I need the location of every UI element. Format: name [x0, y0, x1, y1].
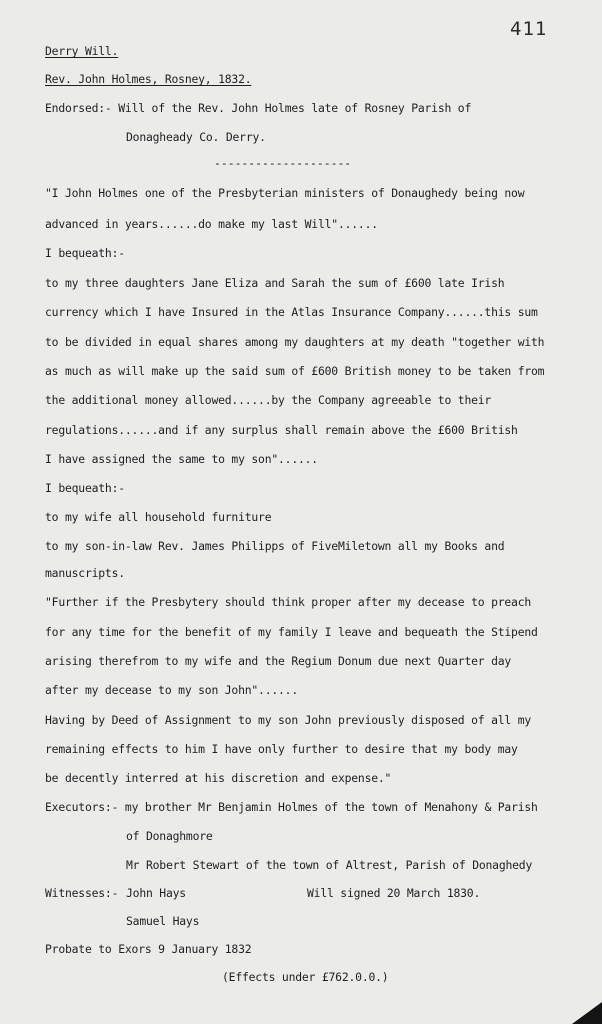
executors-label: Executors:-: [45, 800, 119, 814]
body-line: manuscripts.: [45, 566, 125, 580]
body-line: to my son-in-law Rev. James Philipps of FiveMiletown all my Books and: [45, 539, 505, 553]
executor-2: Mr Robert Stewart of the town of Altrest, Parish of Donaghedy: [126, 858, 533, 872]
body-line: after my decease to my son John"......: [45, 683, 298, 697]
body-line: currency which I have Insured in the Atlas Insurance Company......this sum: [45, 305, 538, 319]
body-line: "I John Holmes one of the Presbyterian ministers of Donaughedy being now: [45, 186, 525, 200]
witness-1: John Hays: [126, 886, 186, 900]
executor-1-continued: of Donaghmore: [126, 829, 213, 843]
probate-line: Probate to Exors 9 January 1832: [45, 942, 252, 956]
body-line: "Further if the Presbytery should think proper after my decease to preach: [45, 595, 532, 609]
page-number: 411: [510, 18, 548, 40]
endorsed-text-2: Donagheady Co. Derry.: [126, 130, 266, 144]
endorsed-line: [45, 101, 471, 115]
will-signed-date: Will signed 20 March 1830.: [307, 886, 481, 900]
body-line: to my wife all household furniture: [45, 510, 272, 524]
body-line: regulations......and if any surplus shall remain above the £600 British: [45, 423, 518, 437]
executors-line: [45, 800, 538, 814]
body-line: to my three daughters Jane Eliza and Sarah the sum of £600 late Irish: [45, 276, 505, 290]
body-line: be decently interred at his discretion and expense.": [45, 771, 392, 785]
endorsed-label: Endorsed:-: [45, 101, 112, 115]
endorsed-text-1: Will of the Rev. John Holmes late of Rosney Parish of: [118, 101, 472, 115]
body-line: remaining effects to him I have only further to desire that my body may: [45, 742, 518, 756]
body-line: for any time for the benefit of my family I leave and bequeath the Stipend: [45, 625, 538, 639]
executor-1: my brother Mr Benjamin Holmes of the town of Menahony & Parish: [124, 800, 538, 814]
witness-2: Samuel Hays: [126, 914, 200, 928]
body-line: to be divided in equal shares among my daughters at my death "together with: [45, 335, 545, 349]
witnesses-label: Witnesses:-: [45, 886, 119, 900]
body-line: I bequeath:-: [45, 481, 125, 495]
body-line: I bequeath:-: [45, 246, 125, 260]
page-corner-shadow: [572, 1002, 602, 1024]
body-line: as much as will make up the said sum of £600 British money to be taken from: [45, 364, 545, 378]
body-line: advanced in years......do make my last Will"......: [45, 217, 378, 231]
document-subtitle: Rev. John Holmes, Rosney, 1832.: [45, 72, 252, 86]
document-title: Derry Will.: [45, 44, 119, 58]
body-line: I have assigned the same to my son"......: [45, 452, 318, 466]
body-line: Having by Deed of Assignment to my son John previously disposed of all my: [45, 713, 532, 727]
separator-rule: --------------------: [214, 156, 352, 170]
effects-line: (Effects under £762.0.0.): [222, 970, 389, 984]
body-line: the additional money allowed......by the Company agreeable to their: [45, 393, 492, 407]
body-line: arising therefrom to my wife and the Regium Donum due next Quarter day: [45, 654, 512, 668]
